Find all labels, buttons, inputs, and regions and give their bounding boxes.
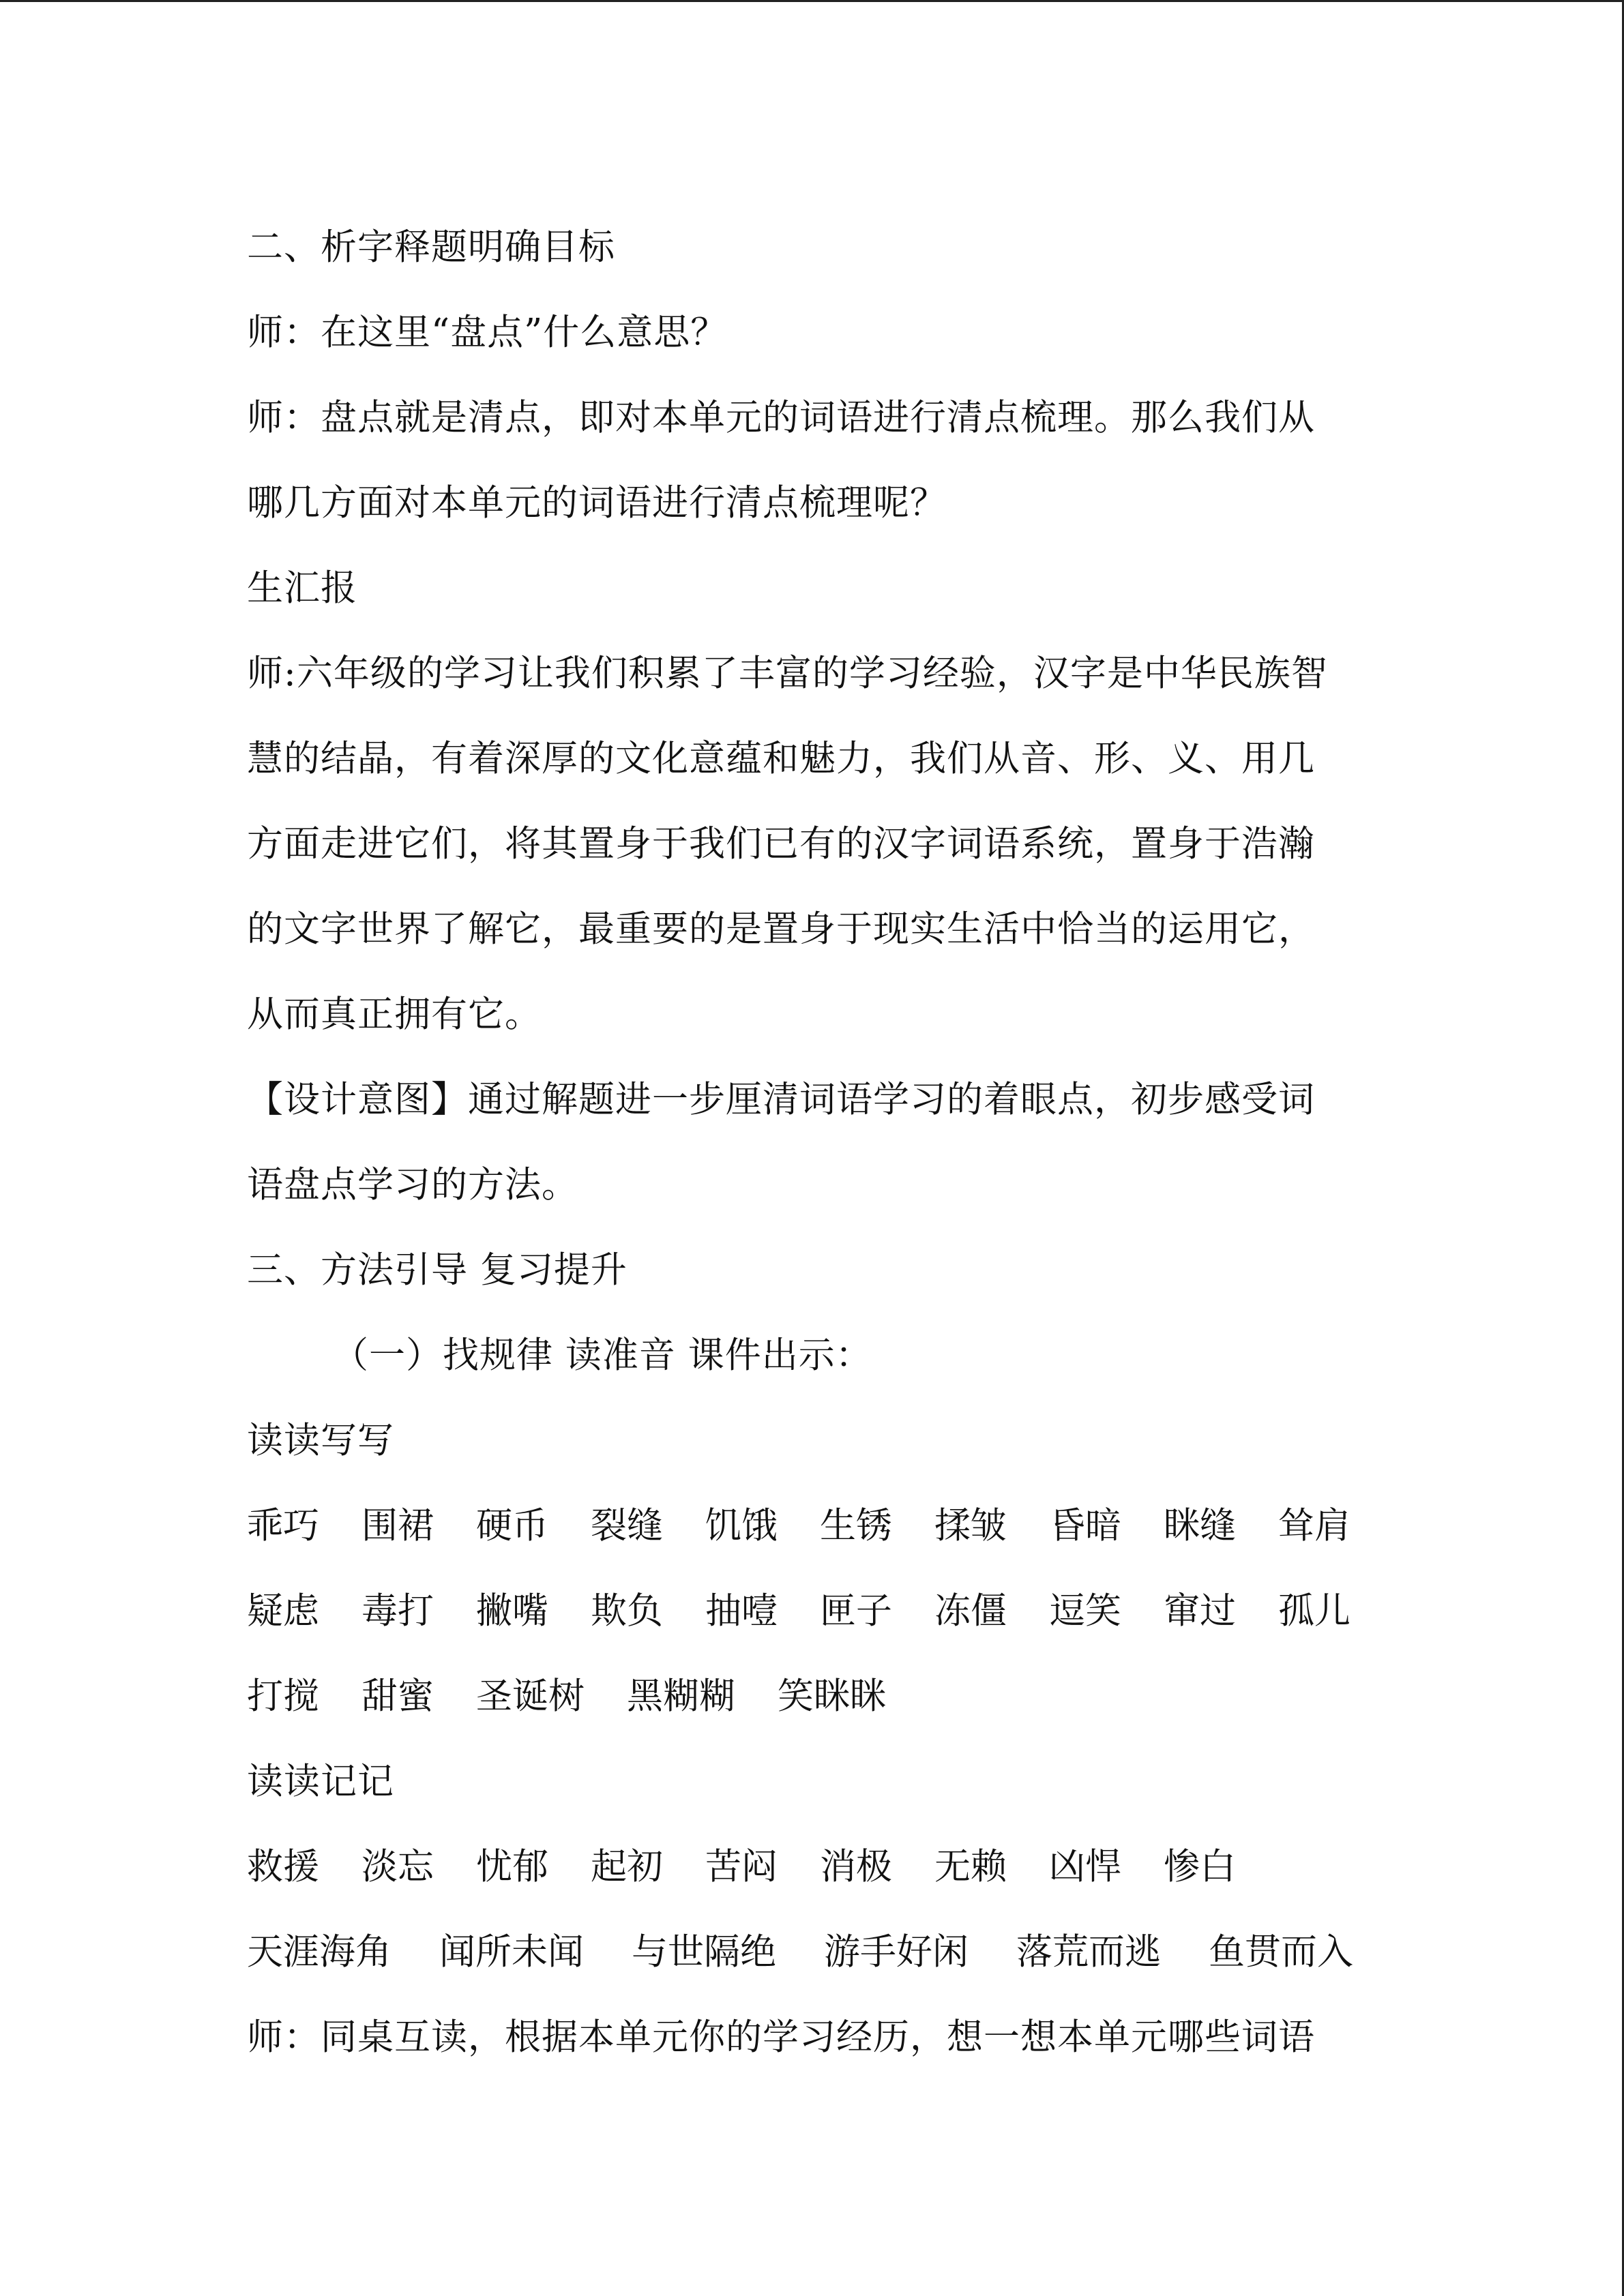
design-intent-line: 【设计意图】通过解题进一步厘清词语学习的着眼点，初步感受词 (247, 1079, 1315, 1120)
word: 消极 (820, 1846, 892, 1888)
word: 逗笑 (1049, 1590, 1121, 1632)
paragraph-line: 慧的结晶，有着深厚的文化意蕴和魅力，我们从音、形、义、用几 (247, 738, 1315, 779)
paragraph-line: 师:六年级的学习让我们积累了丰富的学习经验，汉字是中华民族智 (247, 653, 1328, 694)
word: 匣子 (820, 1590, 892, 1632)
design-intent-line: 语盘点学习的方法。 (247, 1164, 578, 1206)
paragraph-line: 师：在这里“盘点”什么意思？ (247, 312, 728, 353)
word: 疑虑 (247, 1590, 319, 1632)
word: 无赖 (934, 1846, 1007, 1888)
idiom: 游手好闲 (824, 1931, 969, 1973)
top-border (0, 0, 1624, 2)
paragraph-line: 师：同桌互读，根据本单元你的学习经历，想一想本单元哪些词语 (247, 2016, 1315, 2058)
paragraph-line: 的文字世界了解它，最重要的是置身于现实生活中恰当的运用它， (247, 908, 1315, 950)
word-row (247, 1568, 1393, 1654)
word: 毒打 (361, 1590, 434, 1632)
word: 忧郁 (476, 1846, 548, 1888)
word: 冻僵 (934, 1590, 1007, 1632)
word: 抽噎 (705, 1590, 778, 1632)
idiom-row (247, 1909, 1393, 1995)
word-row (247, 1483, 1393, 1568)
idiom: 天涯海角 (247, 1931, 392, 1973)
word-list-title: 读读写写 (247, 1420, 394, 1461)
word: 昏暗 (1049, 1505, 1121, 1547)
word: 裂缝 (591, 1505, 663, 1547)
subsection-heading: （一）找规律 读准音 课件出示： (332, 1335, 872, 1376)
word: 欺负 (591, 1590, 663, 1632)
paragraph-line: 生汇报 (247, 567, 357, 609)
word: 黑糊糊 (627, 1675, 735, 1717)
word: 耸肩 (1278, 1505, 1350, 1547)
idiom: 与世隔绝 (632, 1931, 776, 1973)
word: 揉皱 (934, 1505, 1007, 1547)
section-heading-3: 三、方法引导 复习提升 (247, 1249, 628, 1291)
word: 眯缝 (1164, 1505, 1236, 1547)
idiom: 落荒而逃 (1016, 1931, 1161, 1973)
word: 打搅 (247, 1675, 319, 1717)
idiom: 鱼贯而入 (1209, 1931, 1353, 1973)
word: 撇嘴 (476, 1590, 548, 1632)
word: 起初 (591, 1846, 663, 1888)
word: 甜蜜 (361, 1675, 434, 1717)
paragraph-line: 方面走进它们，将其置身于我们已有的汉字词语系统，置身于浩瀚 (247, 823, 1315, 865)
word: 围裙 (361, 1505, 434, 1547)
word: 笑眯眯 (778, 1675, 886, 1717)
word: 硬币 (476, 1505, 548, 1547)
word: 窜过 (1164, 1590, 1236, 1632)
paragraph-line: 师：盘点就是清点，即对本单元的词语进行清点梳理。那么我们从 (247, 397, 1315, 438)
word: 生锈 (820, 1505, 892, 1547)
word: 孤儿 (1278, 1590, 1350, 1632)
word: 乖巧 (247, 1505, 319, 1547)
word: 饥饿 (705, 1505, 778, 1547)
word: 苦闷 (705, 1846, 778, 1888)
section-heading-2: 二、析字释题明确目标 (247, 226, 615, 268)
word-row (247, 1654, 1393, 1739)
paragraph-line: 哪几方面对本单元的词语进行清点梳理呢？ (247, 482, 947, 524)
word: 救援 (247, 1846, 319, 1888)
word: 凶悍 (1049, 1846, 1121, 1888)
paragraph-line: 从而真正拥有它。 (247, 994, 542, 1035)
document-body (247, 205, 1393, 2080)
word: 惨白 (1164, 1846, 1236, 1888)
idiom: 闻所未闻 (439, 1931, 584, 1973)
word-list-title: 读读记记 (247, 1761, 394, 1802)
word-row (247, 1824, 1393, 1909)
word: 圣诞树 (476, 1675, 585, 1717)
word: 淡忘 (361, 1846, 434, 1888)
